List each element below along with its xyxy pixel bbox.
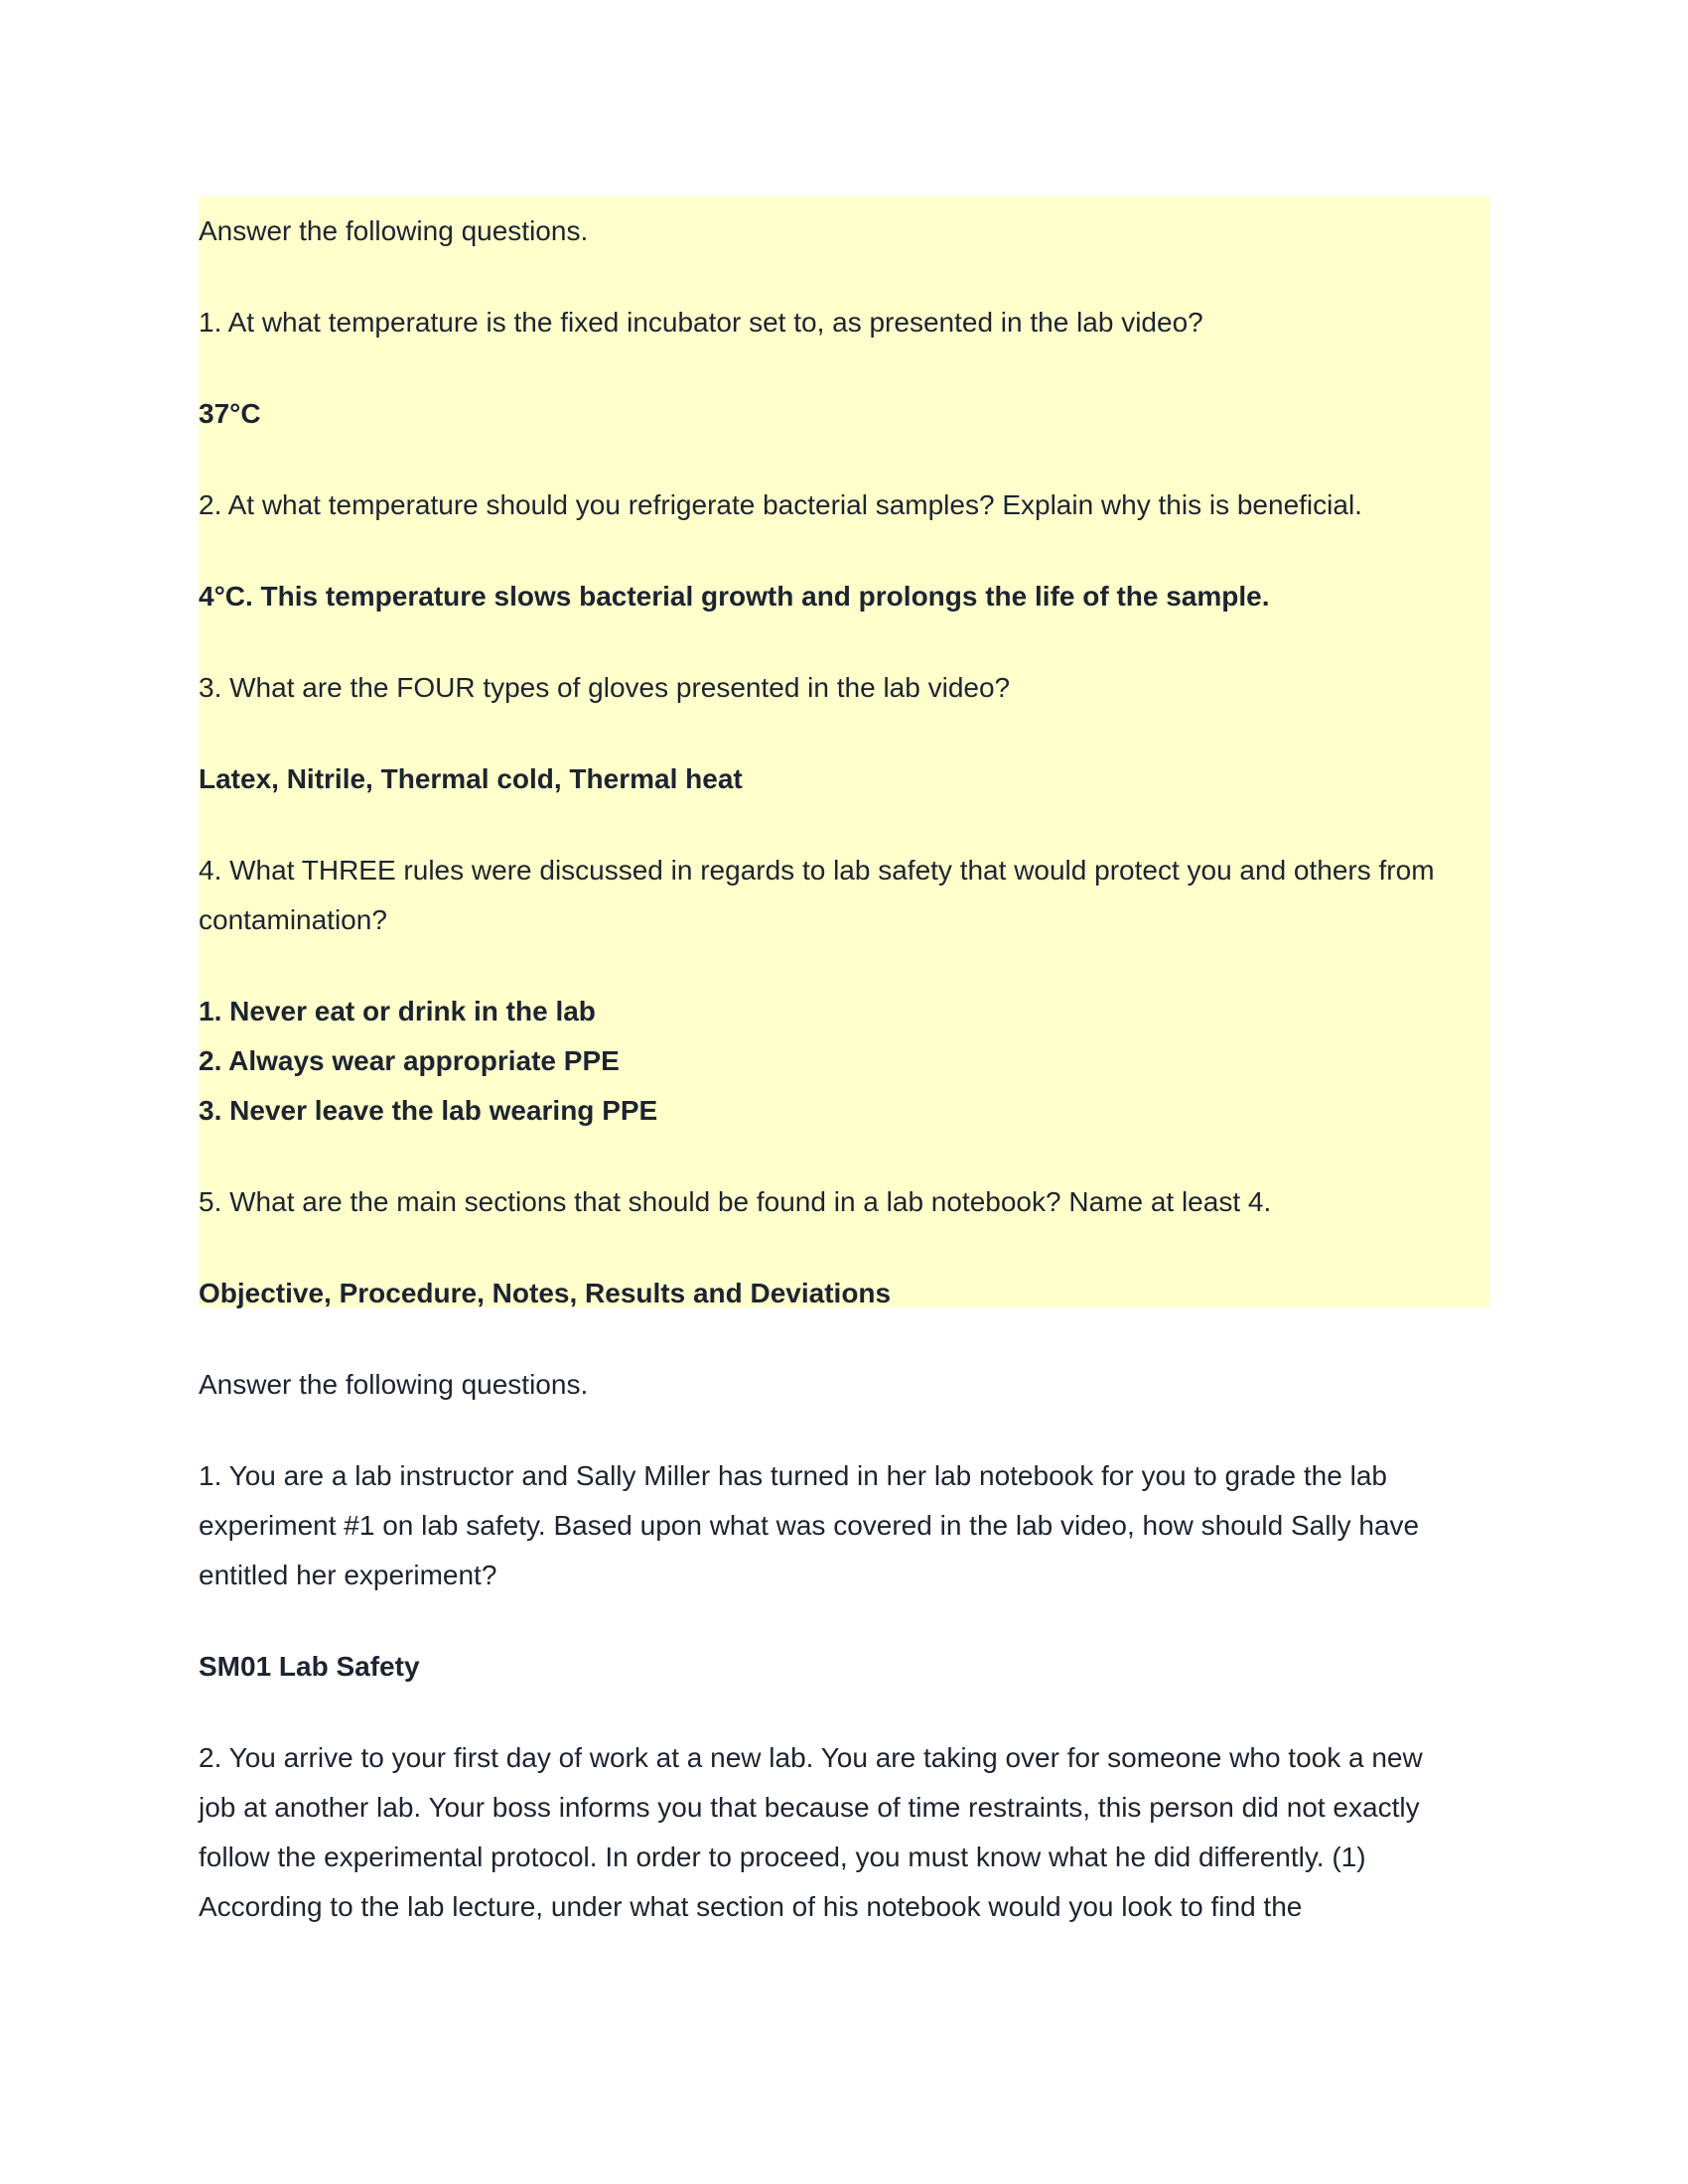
section-two-question-1-line-2: experiment #1 on lab safety. Based upon what was covered in the lab video, how should Sally have	[199, 1510, 1420, 1541]
section-two-intro: Answer the following questions.	[199, 1369, 589, 1400]
section-one-intro: Answer the following questions.	[199, 215, 589, 246]
section-two-question-2-line-2: job at another lab. Your boss informs you that because of time restraints, this person did not exactly	[199, 1792, 1420, 1823]
section-two-answer-1: SM01 Lab Safety	[199, 1651, 420, 1682]
section-two-question-2-line-1: 2. You arrive to your first day of work at a new lab. You are taking over for someone who took a new	[199, 1742, 1423, 1773]
answer-4-item-2: 2. Always wear appropriate PPE	[199, 1045, 620, 1076]
answer-5: Objective, Procedure, Notes, Results and Deviations	[199, 1278, 892, 1308]
section-two-question-2-line-3: follow the experimental protocol. In order to proceed, you must know what he did differently. (1)	[199, 1842, 1366, 1872]
question-2: 2. At what temperature should you refrigerate bacterial samples? Explain why this is beneficial.	[199, 489, 1362, 520]
question-5: 5. What are the main sections that should be found in a lab notebook? Name at least 4.	[199, 1186, 1272, 1217]
highlighted-answer-section	[199, 197, 1489, 1307]
answer-4-item-1: 1. Never eat or drink in the lab	[199, 996, 596, 1026]
answer-4-item-3: 3. Never leave the lab wearing PPE	[199, 1095, 658, 1126]
answer-3: Latex, Nitrile, Thermal cold, Thermal heat	[199, 763, 743, 794]
question-4-line-1: 4. What THREE rules were discussed in regards to lab safety that would protect you and others from	[199, 855, 1435, 886]
section-two-question-2-line-4: According to the lab lecture, under what section of his notebook would you look to find the	[199, 1891, 1303, 1922]
answer-2: 4°C. This temperature slows bacterial growth and prolongs the life of the sample.	[199, 581, 1270, 612]
question-4-line-2: contamination?	[199, 904, 387, 935]
section-two-question-1-line-1: 1. You are a lab instructor and Sally Miller has turned in her lab notebook for you to grade the lab	[199, 1460, 1387, 1491]
section-two-question-1-line-3: entitled her experiment?	[199, 1560, 497, 1590]
question-3: 3. What are the FOUR types of gloves presented in the lab video?	[199, 672, 1011, 703]
answer-1: 37°C	[199, 398, 261, 429]
question-1: 1. At what temperature is the fixed incubator set to, as presented in the lab video?	[199, 307, 1203, 338]
